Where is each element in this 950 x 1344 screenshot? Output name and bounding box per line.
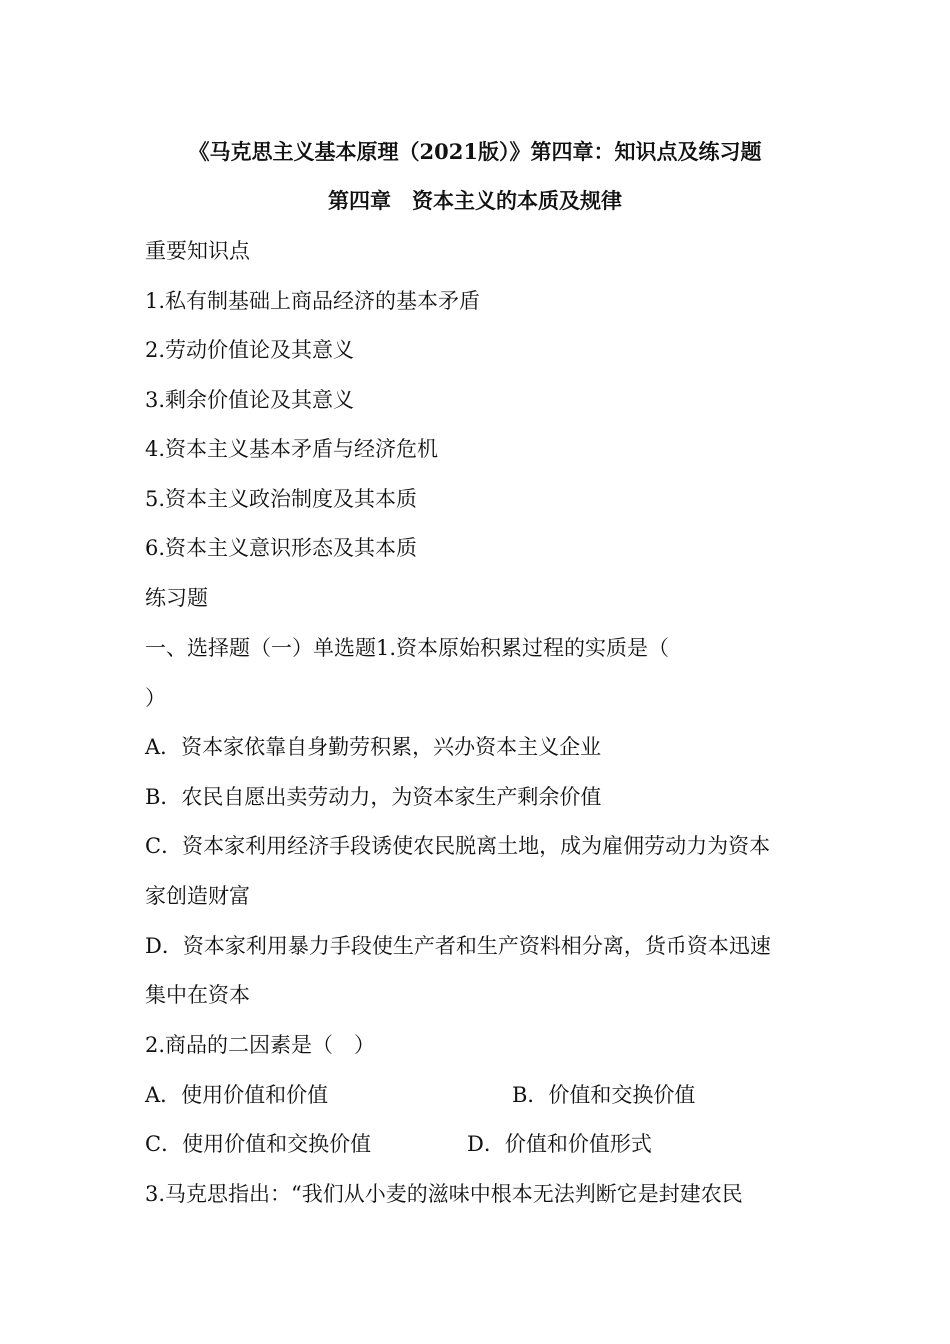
key-point-item: 2.劳动价值论及其意义 — [145, 338, 355, 362]
question-1-option-d: D．资本家利用暴力手段使生产者和生产资料相分离，货币资本迅速 — [145, 934, 771, 958]
key-point-item: 3.剩余价值论及其意义 — [145, 388, 355, 412]
key-point-item: 1.私有制基础上商品经济的基本矛盾 — [145, 289, 481, 313]
question-1-stem-continued: ） — [145, 686, 166, 710]
question-3-stem: 3.马克思指出：“我们从小麦的滋味中根本无法判断它是封建农民 — [145, 1182, 743, 1206]
key-points-heading: 重要知识点 — [145, 239, 250, 263]
chapter-heading: 第四章 资本主义的本质及规律 — [328, 188, 622, 213]
question-2-option-d: D．价值和价值形式 — [467, 1132, 652, 1156]
key-point-item: 4.资本主义基本矛盾与经济危机 — [145, 437, 439, 461]
question-1-stem: 一、选择题（一）单选题1.资本原始积累过程的实质是（ — [145, 636, 670, 660]
question-1-option-c: C．资本家利用经济手段诱使农民脱离土地，成为雇佣劳动力为资本 — [145, 834, 771, 858]
question-2-option-a: A．使用价值和价值 — [145, 1083, 329, 1107]
question-1-option-a: A．资本家依靠自身勤劳积累，兴办资本主义企业 — [145, 735, 602, 759]
question-2-option-b: B．价值和交换价值 — [512, 1083, 696, 1107]
key-point-item: 6.资本主义意识形态及其本质 — [145, 536, 418, 560]
question-2-option-c: C．使用价值和交换价值 — [145, 1132, 372, 1156]
key-point-item: 5.资本主义政治制度及其本质 — [145, 487, 418, 511]
document-title: 《马克思主义基本原理（2021版）》第四章：知识点及练习题 — [188, 139, 762, 164]
question-2-stem: 2.商品的二因素是（ ） — [145, 1033, 376, 1057]
question-1-option-d-continued: 集中在资本 — [145, 983, 250, 1007]
question-1-option-b: B．农民自愿出卖劳动力，为资本家生产剩余价值 — [145, 785, 602, 809]
exercises-heading: 练习题 — [145, 586, 208, 610]
question-1-option-c-continued: 家创造财富 — [145, 884, 250, 908]
